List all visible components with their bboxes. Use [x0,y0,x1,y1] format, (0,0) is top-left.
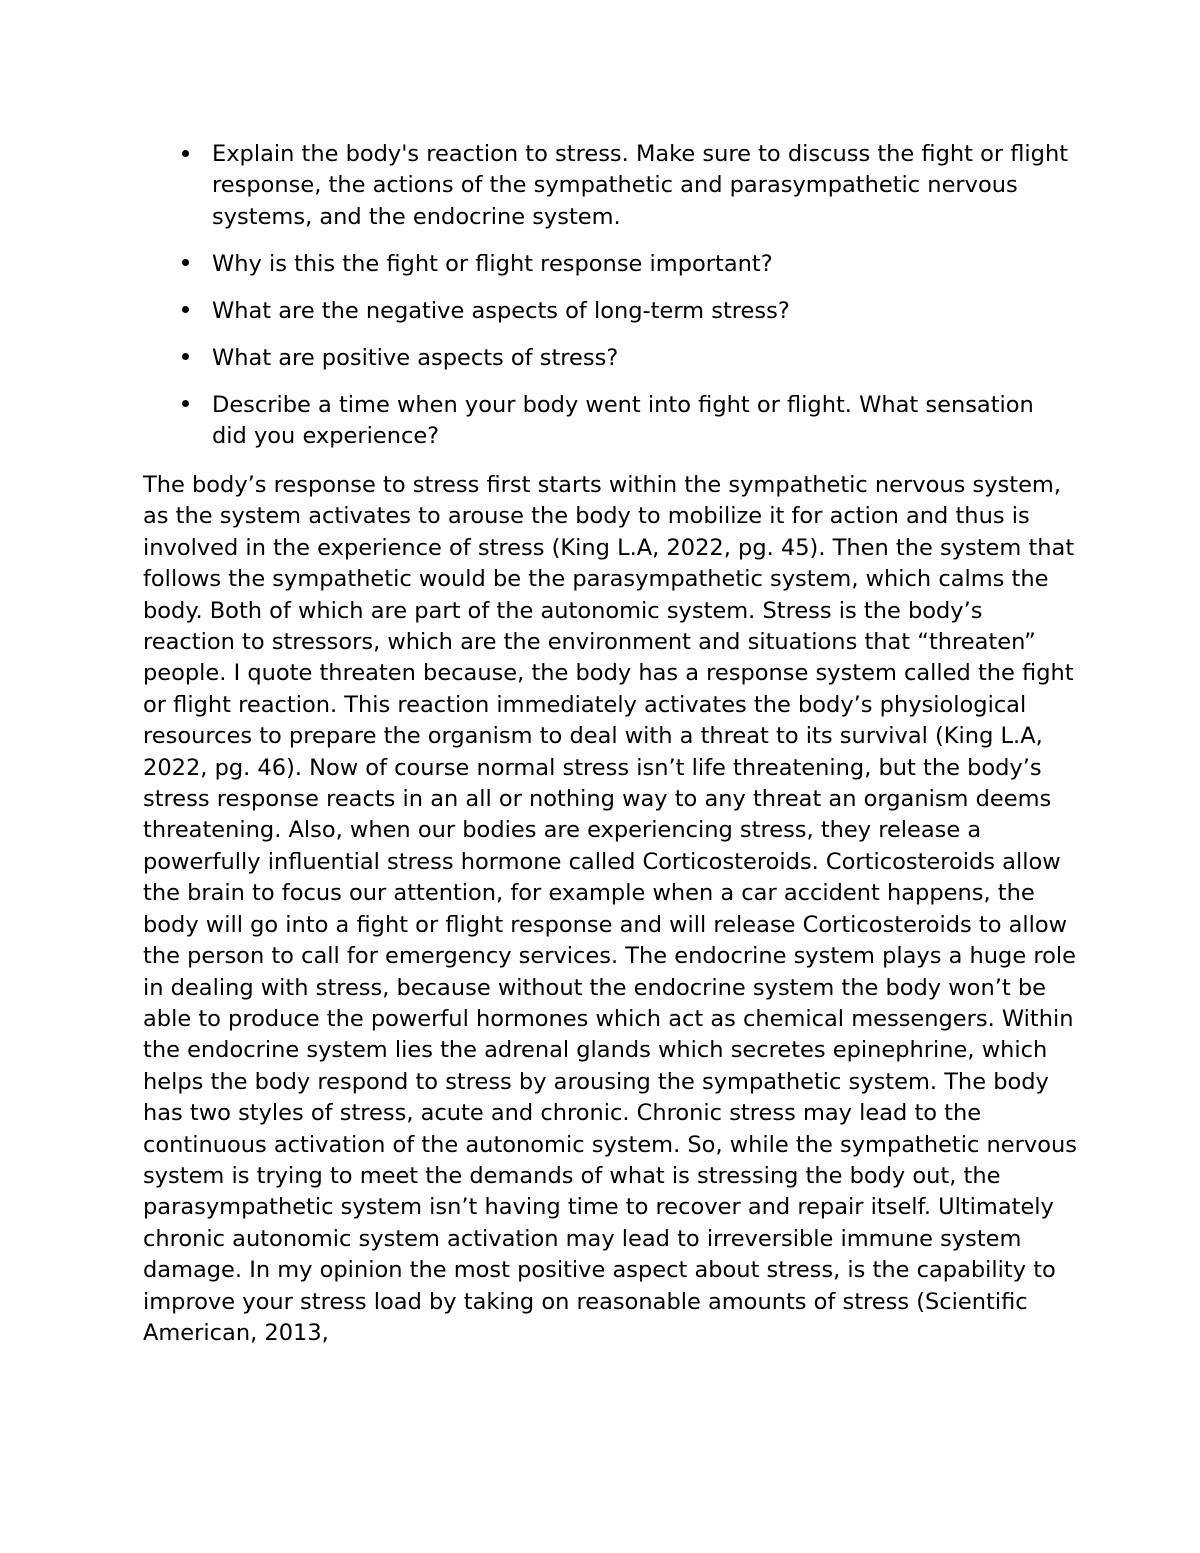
question-text: Describe a time when your body went into fight or flight. What sensation did you experience? [212,391,1034,450]
bullet-icon [175,343,195,374]
question-text: What are positive aspects of stress? [212,344,619,371]
question-text: Why is this the fight or flight response important? [212,250,773,277]
question-text: Explain the body's reaction to stress. Make sure to discuss the fight or flight response, the actions of the sympathetic and parasympathetic nervous systems, and the endocrine system. [212,141,1069,230]
list-item [143,249,1073,280]
question-list [143,139,1073,468]
bullet-icon [175,249,195,280]
list-item [143,296,1073,327]
list-item [143,390,1073,453]
body-paragraph: The body’s response to stress first starts within the sympathetic nervous system, as the system activates to arouse the body to mobilize it for action and thus is involved in the experience of stress (King L.A, 2022, pg. 45). Then the system that follows the sympathetic would be the parasympathetic system, which calms the body. Both of which are part of the autonomic system. Stress is the body’s reaction to stressors, which are the environment and situations that “threaten” people. I quote threaten because, the body has a response system called the fight or flight reaction. This reaction immediately activates the body’s physiological resources to prepare the organism to deal with a threat to its survival (King L.A, 2022, pg. 46). Now of course normal stress isn’t life threatening, but the body’s stress response reacts in an all or nothing way to any threat an organism deems threatening. Also, when our bodies are experiencing stress, they release a powerfully influential stress hormone called Corticosteroids. Corticosteroids allow the brain to focus our attention, for example when a car accident happens, the body will go into a fight or flight response and will release Corticosteroids to allow the person to call for emergency services. The endocrine system plays a huge role in dealing with stress, because without the endocrine system the body won’t be able to produce the powerful hormones which act as chemical messengers. Within the endocrine system lies the adrenal glands which secretes epinephrine, which helps the body respond to stress by arousing the sympathetic system. The body has two styles of stress, acute and chronic. Chronic stress may lead to the continuous activation of the autonomic system. So, while the sympathetic nervous system is trying to meet the demands of what is stressing the body out, the parasympathetic system isn’t having time to recover and repair itself. Ultimately chronic autonomic system activation may lead to irreversible immune system damage. In my opinion the most positive aspect about stress, is the capability to improve your stress load by taking on reasonable amounts of stress (Scientific American, 2013, [143,472,1077,1346]
list-item [143,139,1073,233]
bullet-icon [175,390,195,421]
question-text: What are the negative aspects of long-term stress? [212,297,790,324]
bullet-icon [175,296,195,327]
bullet-icon [175,139,195,170]
list-item [143,343,1073,374]
